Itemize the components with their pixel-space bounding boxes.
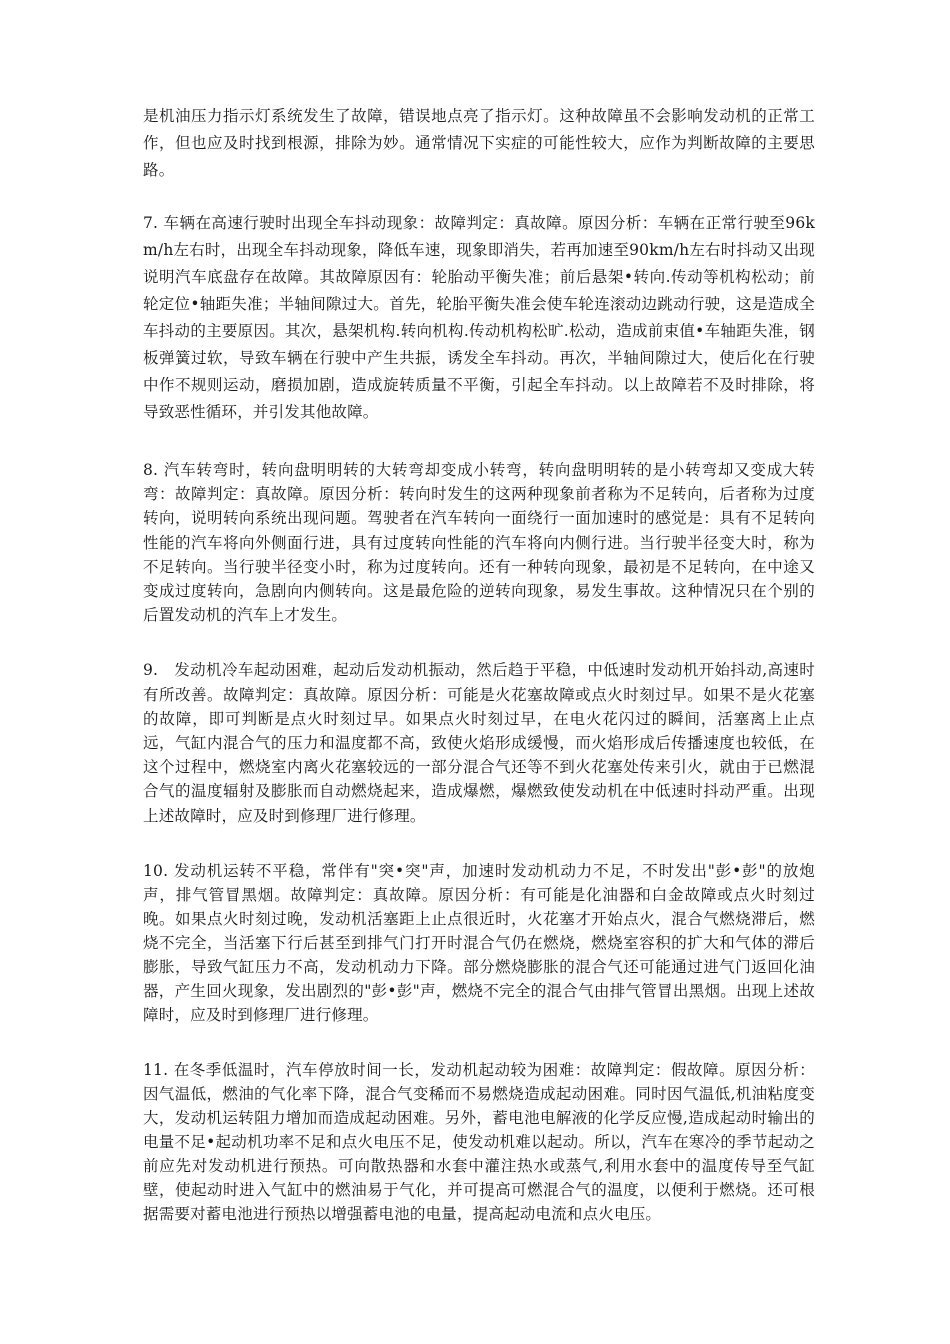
- document-page: [143, 103, 815, 1226]
- paragraph-item-8: 8. 汽车转弯时，转向盘明明转的大转弯却变成小转弯，转向盘明明转的是小转弯却又变成大转弯：故障判定：真故障。原因分析：转向时发生的这两种现象前者称为不足转向，后者称为过度转向，说明转向系统出现问题。驾驶者在汽车转向一面绕行一面加速时的感觉是：具有不足转向性能的汽车将向外侧面行进，具有过度转向性能的汽车将向内侧行进。当行驶半径变大时，称为不足转向。当行驶半径变小时，称为过度转向。还有一种转向现象，最初是不足转向，在中途又变成过度转向，急剧向内侧转向。这是最危险的逆转向现象，易发生事故。这种情况只在个别的后置发动机的汽车上才发生。: [143, 461, 815, 625]
- paragraph-item-10: 10. 发动机运转不平稳，常伴有"突•突"声，加速时发动机动力不足，不时发出"彭•彭"的放炮声，排气管冒黑烟。故障判定：真故障。原因分析：有可能是化油器和白金故障或点火时刻过晚。如果点火时刻过晚，发动机活塞距上止点很近时，火花塞才开始点火，混合气燃烧滞后，燃烧不完全，当活塞下行后甚至到排气门打开时混合气仍在燃烧，燃烧室容积的扩大和气体的滞后膨胀，导致气缸压力不高，发动机动力下降。部分燃烧膨胀的混合气还可能通过进气门返回化油器，产生回火现象，发出剧烈的"彭•彭"声，燃烧不完全的混合气由排气管冒出黑烟。出现上述故障时，应及时到修理厂进行修理。: [143, 861, 815, 1024]
- paragraph-item-7: 7. 车辆在高速行驶时出现全车抖动现象：故障判定：真故障。原因分析：车辆在正常行驶至96km/h左右时，出现全车抖动现象，降低车速，现象即消失，若再加速至90km/h左右时抖动又出现说明汽车底盘存在故障。其故障原因有：轮胎动平衡失准；前后悬架•转向.传动等机构松动；前轮定位•轴距失准；半轴间隙过大。首先，轮胎平衡失准会使车轮连滚动边跳动行驶，这是造成全车抖动的主要原因。其次，悬架机构.转向机构.传动机构松旷.松动，造成前束值•车轴距失准，钢板弹簧过软，导致车辆在行驶中产生共振，诱发全车抖动。再次，半轴间隙过大，使后化在行驶中作不规则运动，磨损加剧，造成旋转质量不平衡，引起全车抖动。以上故障若不及时排除，将导致恶性循环，并引发其他故障。: [143, 214, 815, 421]
- paragraph-item-11: 11. 在冬季低温时，汽车停放时间一长，发动机起动较为困难：故障判定：假故障。原因分析：因气温低，燃油的气化率下降，混合气变稀而不易燃烧造成起动困难。同时因气温低,机油粘度变大，发动机运转阻力增加而造成起动困难。另外，蓄电池电解液的化学反应慢,造成起动时输出的电量不足•起动机功率不足和点火电压不足，使发动机难以起动。所以，汽车在寒冷的季节起动之前应先对发动机进行预热。可向散热器和水套中灌注热水或蒸气,利用水套中的温度传导至气缸壁，使起动时进入气缸中的燃油易于气化，并可提高可燃混合气的温度，以便利于燃烧。还可根据需要对蓄电池进行预热以增强蓄电池的电量，提高起动电流和点火电压。: [143, 1060, 815, 1223]
- paragraph-item-9: 9. 发动机冷车起动困难，起动后发动机振动，然后趋于平稳，中低速时发动机开始抖动,高速时有所改善。故障判定：真故障。原因分析：可能是火花塞故障或点火时刻过早。如果不是火花塞的故障，即可判断是点火时刻过早。如果点火时刻过早，在电火花闪过的瞬间，活塞离上止点远，气缸内混合气的压力和温度都不高，致使火焰形成缓慢，而火焰形成后传播速度也较低，在这个过程中，燃烧室内离火花塞较远的一部分混合气还等不到火花塞处传来引火，就由于已燃混合气的温度辐射及膨胀而自动燃烧起来，造成爆燃，爆燃致使发动机在中低速时抖动严重。出现上述故障时，应及时到修理厂进行修理。: [143, 661, 815, 825]
- paragraph-continued: 是机油压力指示灯系统发生了故障，错误地点亮了指示灯。这种故障虽不会影响发动机的正常工作，但也应及时找到根源，排除为妙。通常情况下实症的可能性较大，应作为判断故障的主要思路。: [143, 107, 815, 179]
